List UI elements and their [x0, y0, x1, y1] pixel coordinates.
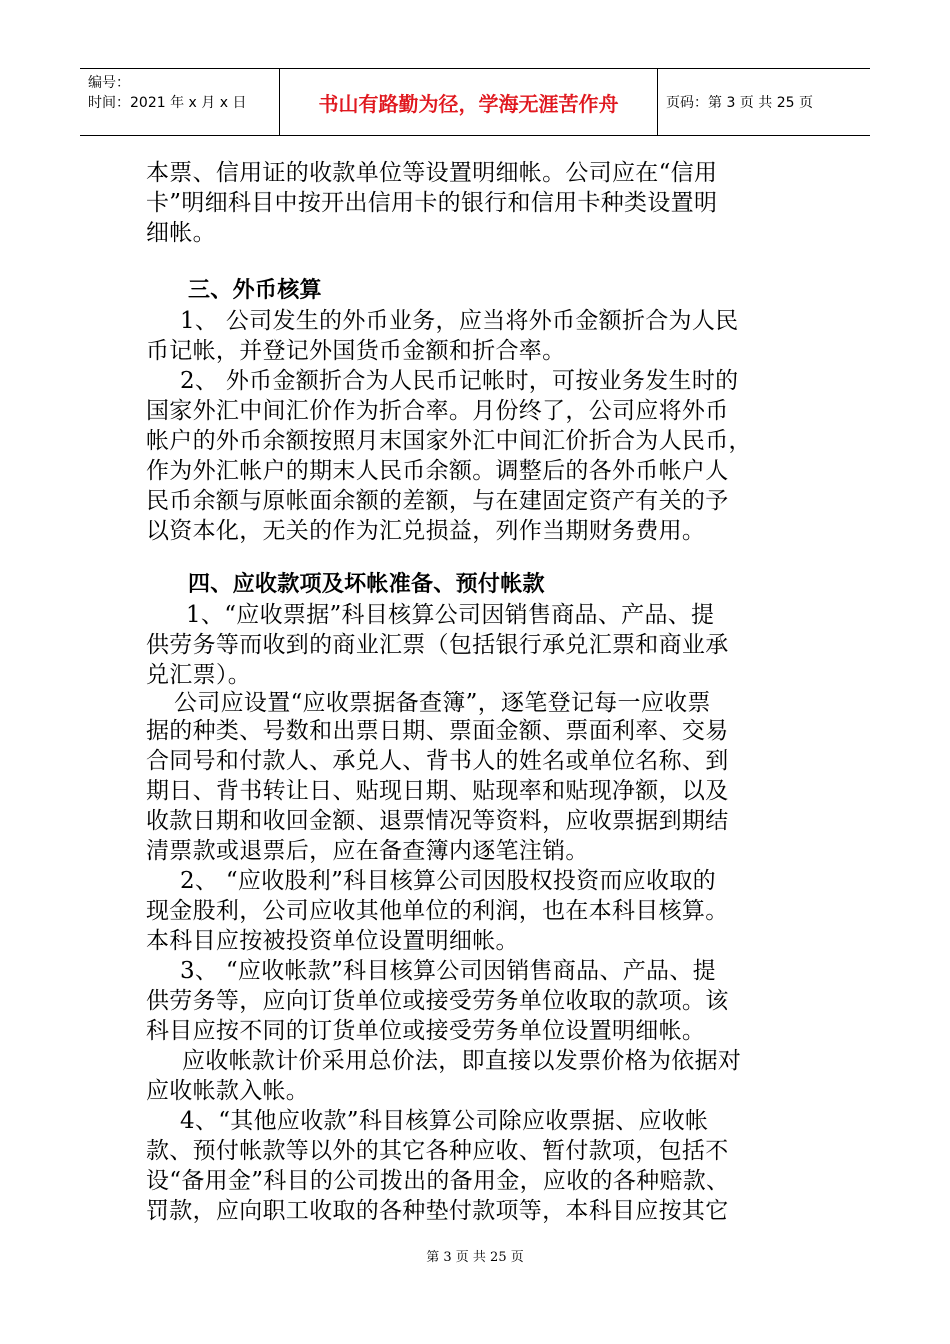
section-heading: 四、应收款项及坏帐准备、预付帐款: [188, 572, 545, 597]
text-line: 4、“其他应收款”科目核算公司除应收票据、应收帐: [180, 1108, 709, 1134]
number-label: 编号：: [88, 75, 130, 91]
text-line: 款、预付帐款等以外的其它各种应收、暂付款项，包括不: [146, 1138, 729, 1164]
text-line: 设“备用金”科目的公司拨出的备用金，应收的各种赔款、: [146, 1168, 730, 1194]
time-label: 时间：2021 年 x 月 x 日: [88, 95, 247, 111]
text-line: 科目应按不同的订货单位或接受劳务单位设置明细帐。: [146, 1018, 706, 1044]
text-line: 期日、背书转让日、贴现日期、贴现率和贴现净额，以及: [146, 778, 729, 804]
text-line: 2、 “应收股利”科目核算公司因股权投资而应收取的: [180, 868, 716, 894]
text-line: 细帐。: [146, 220, 216, 246]
text-line: 罚款，应向职工收取的各种垫付款项等，本科目应按其它: [146, 1198, 729, 1224]
text-line: 本票、信用证的收款单位等设置明细帐。公司应在“信用: [146, 160, 718, 186]
text-line: 合同号和付款人、承兑人、背书人的姓名或单位名称、到: [146, 748, 729, 774]
text-line: 本科目应按被投资单位设置明细帐。: [146, 928, 519, 954]
text-line: 国家外汇中间汇价作为折合率。月份终了，公司应将外币: [146, 398, 729, 424]
header-meta: [80, 69, 280, 135]
text-line: 清票款或退票后，应在备查簿内逐笔注销。: [146, 838, 589, 864]
text-line: 作为外汇帐户的期末人民币余额。调整后的各外币帐户人: [146, 458, 729, 484]
text-line: 现金股利，公司应收其他单位的利润，也在本科目核算。: [146, 898, 729, 924]
document-header: [80, 68, 870, 136]
text-line: 2、 外币金额折合为人民币记帐时，可按业务发生时的: [180, 368, 739, 394]
text-line: 应收帐款计价采用总价法，即直接以发票价格为依据对: [182, 1048, 742, 1074]
text-line: 1、“应收票据”科目核算公司因销售商品、产品、提: [186, 602, 715, 628]
text-line: 供劳务等，应向订货单位或接受劳务单位收取的款项。该: [146, 988, 729, 1014]
text-line: 收款日期和收回金额、退票情况等资料，应收票据到期结: [146, 808, 729, 834]
text-line: 币记帐，并登记外国货币金额和折合率。: [146, 338, 566, 364]
text-line: 公司应设置“应收票据备查簿”，逐笔登记每一应收票: [174, 690, 711, 716]
text-line: 以资本化，无关的作为汇兑损益，列作当期财务费用。: [146, 518, 706, 544]
text-line: 应收帐款入帐。: [146, 1078, 310, 1104]
page-code: 页码：第 3 页 共 25 页: [666, 95, 813, 111]
text-line: 卡”明细科目中按开出信用卡的银行和信用卡种类设置明: [146, 190, 718, 216]
page-footer: 第 3 页 共 25 页: [426, 1250, 524, 1265]
section-heading: 三、外币核算: [188, 278, 322, 303]
text-line: 1、 公司发生的外币业务，应当将外币金额折合为人民: [180, 308, 739, 334]
text-line: 供劳务等而收到的商业汇票（包括银行承兑汇票和商业承: [146, 632, 729, 658]
text-line: 据的种类、号数和出票日期、票面金额、票面利率、交易: [146, 718, 729, 744]
text-line: 兑汇票）。: [146, 662, 251, 688]
text-line: 3、 “应收帐款”科目核算公司因销售商品、产品、提: [180, 958, 716, 984]
text-line: 帐户的外币余额按照月末国家外汇中间汇价折合为人民币，: [146, 428, 752, 454]
text-line: 民币余额与原帐面余额的差额，与在建固定资产有关的予: [146, 488, 729, 514]
motto: 书山有路勤为径，学海无涯苦作舟: [280, 69, 658, 135]
